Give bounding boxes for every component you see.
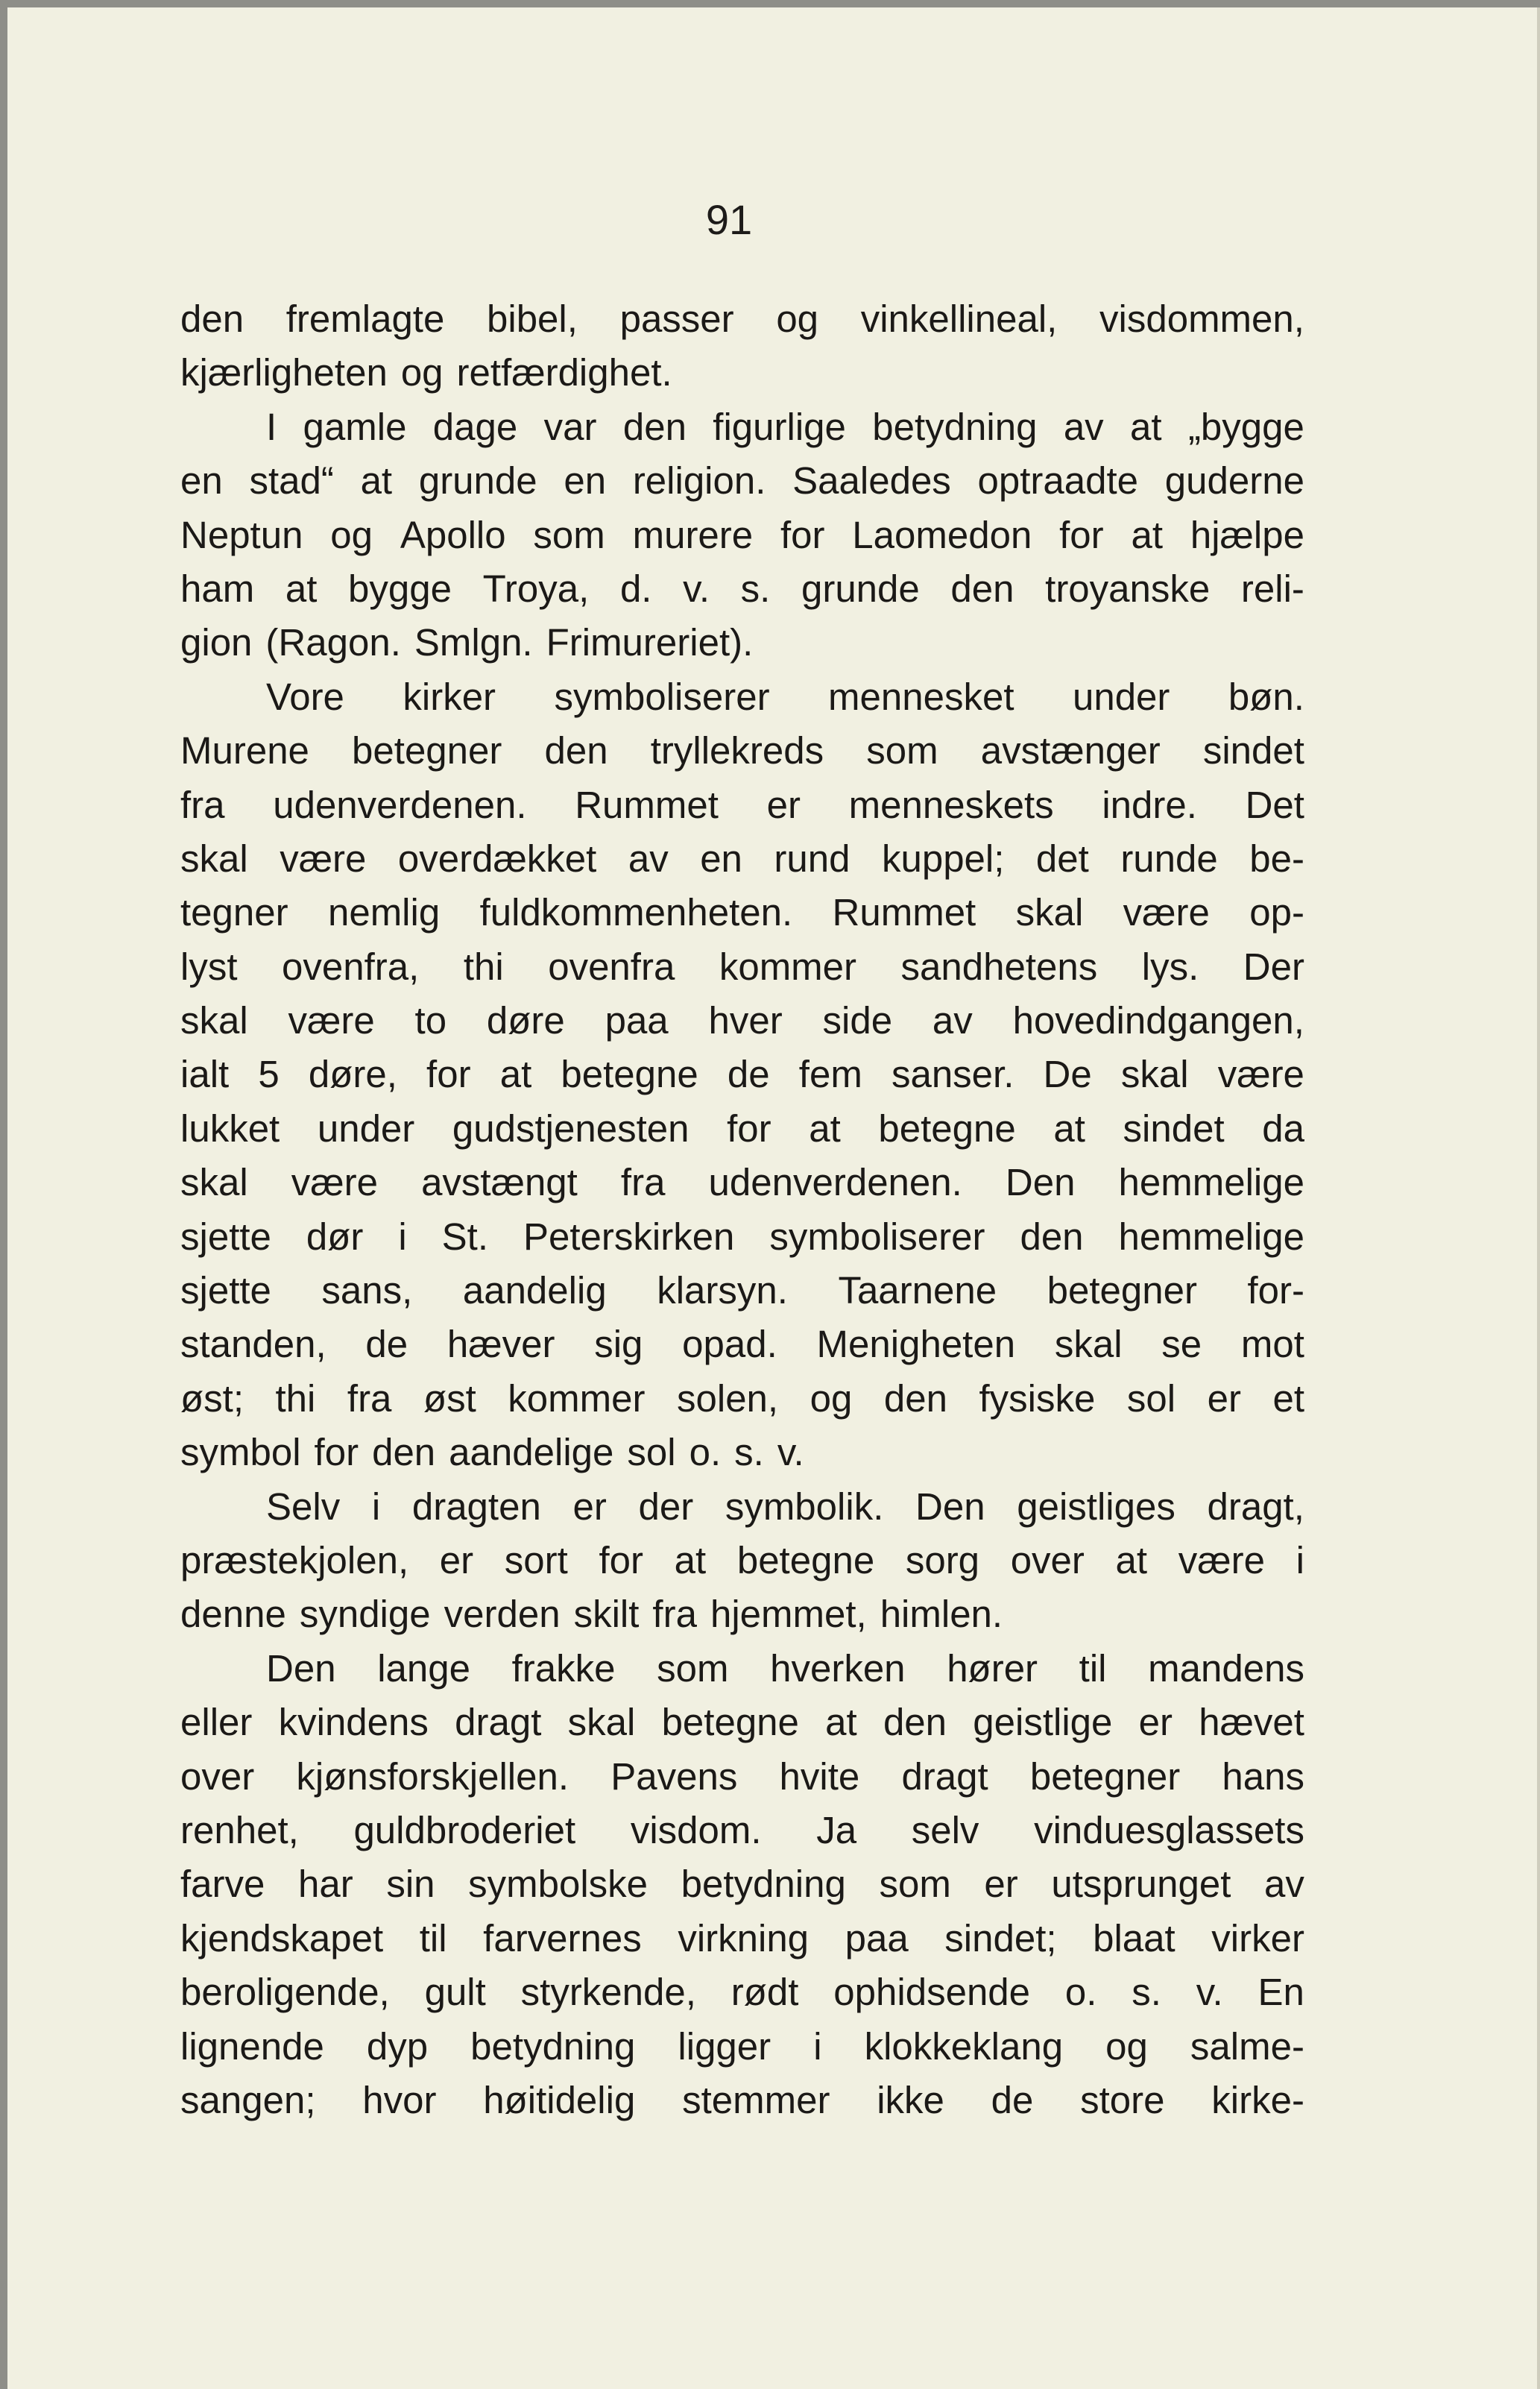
text-line: kjærligheten og retfærdighet. — [180, 351, 672, 394]
text-line: sangen; hvor høitidelig stemmer ikke de store kirke- — [180, 2078, 1304, 2121]
text-line: skal være overdækket av en rund kuppel; det runde be- — [180, 837, 1304, 880]
text-line: sjette dør i St. Peterskirken symboliserer den hemmelige — [180, 1215, 1304, 1258]
text-line: I gamle dage var den figurlige betydning av at „bygge — [266, 405, 1304, 448]
text-line: en stad“ at grunde en religion. Saaledes optraadte guderne — [180, 459, 1304, 503]
text-line: gion (Ragon. Smlgn. Frimureriet). — [180, 621, 754, 664]
text-line: farve har sin symbolske betydning som er utsprunget av — [180, 1863, 1304, 1906]
body-text — [180, 292, 1304, 2127]
page-number: 91 — [705, 196, 753, 243]
text-line: denne syndige verden skilt fra hjemmet, himlen. — [180, 1593, 1003, 1636]
text-line: tegner nemlig fuldkommenheten. Rummet skal være op- — [180, 891, 1304, 934]
text-line: lyst ovenfra, thi ovenfra kommer sandhetens lys. Der — [180, 945, 1304, 988]
text-line: ialt 5 døre, for at betegne de fem sanser. De skal være — [180, 1053, 1304, 1096]
text-line: symbol for den aandelige sol o. s. v. — [180, 1431, 804, 1474]
text-line: renhet, guldbroderiet visdom. Ja selv vinduesglassets — [180, 1808, 1304, 1851]
text-line: sjette sans, aandelig klarsyn. Taarnene betegner for- — [180, 1269, 1304, 1312]
text-line: Selv i dragten er der symbolik. Den geistliges dragt, — [266, 1485, 1304, 1528]
text-line: Murene betegner den tryllekreds som avstænger sindet — [180, 729, 1304, 772]
text-line: præstekjolen, er sort for at betegne sorg over at være i — [180, 1538, 1304, 1581]
text-line: eller kvindens dragt skal betegne at den geistlige er hævet — [180, 1701, 1304, 1744]
text-line: ham at bygge Troya, d. v. s. grunde den troyanske reli- — [180, 567, 1304, 610]
text-line: Vore kirker symboliserer mennesket under bøn. — [266, 675, 1304, 718]
text-line: skal være avstængt fra udenverdenen. Den hemmelige — [180, 1161, 1304, 1204]
text-line: beroligende, gult styrkende, rødt ophidsende o. s. v. En — [180, 1971, 1304, 2014]
text-line: øst; thi fra øst kommer solen, og den fysiske sol er et — [180, 1376, 1304, 1420]
text-line: den fremlagte bibel, passer og vinkellineal, visdommen, — [180, 298, 1304, 340]
text-line: standen, de hæver sig opad. Menigheten skal se mot — [180, 1323, 1304, 1366]
text-line: fra udenverdenen. Rummet er menneskets indre. Det — [180, 783, 1304, 826]
text-line: Den lange frakke som hverken hører til mandens — [266, 1646, 1304, 1690]
text-line: lukket under gudstjenesten for at betegne at sindet da — [180, 1107, 1304, 1150]
text-line: kjendskapet til farvernes virkning paa sindet; blaat virker — [180, 1916, 1304, 1960]
text-line: lignende dyp betydning ligger i klokkeklang og salme- — [180, 2024, 1304, 2068]
text-line: Neptun og Apollo som murere for Laomedon for at hjælpe — [180, 513, 1304, 556]
text-line: over kjønsforskjellen. Pavens hvite dragt betegner hans — [180, 1754, 1304, 1798]
text-line: skal være to døre paa hver side av hovedindgangen, — [180, 999, 1304, 1042]
